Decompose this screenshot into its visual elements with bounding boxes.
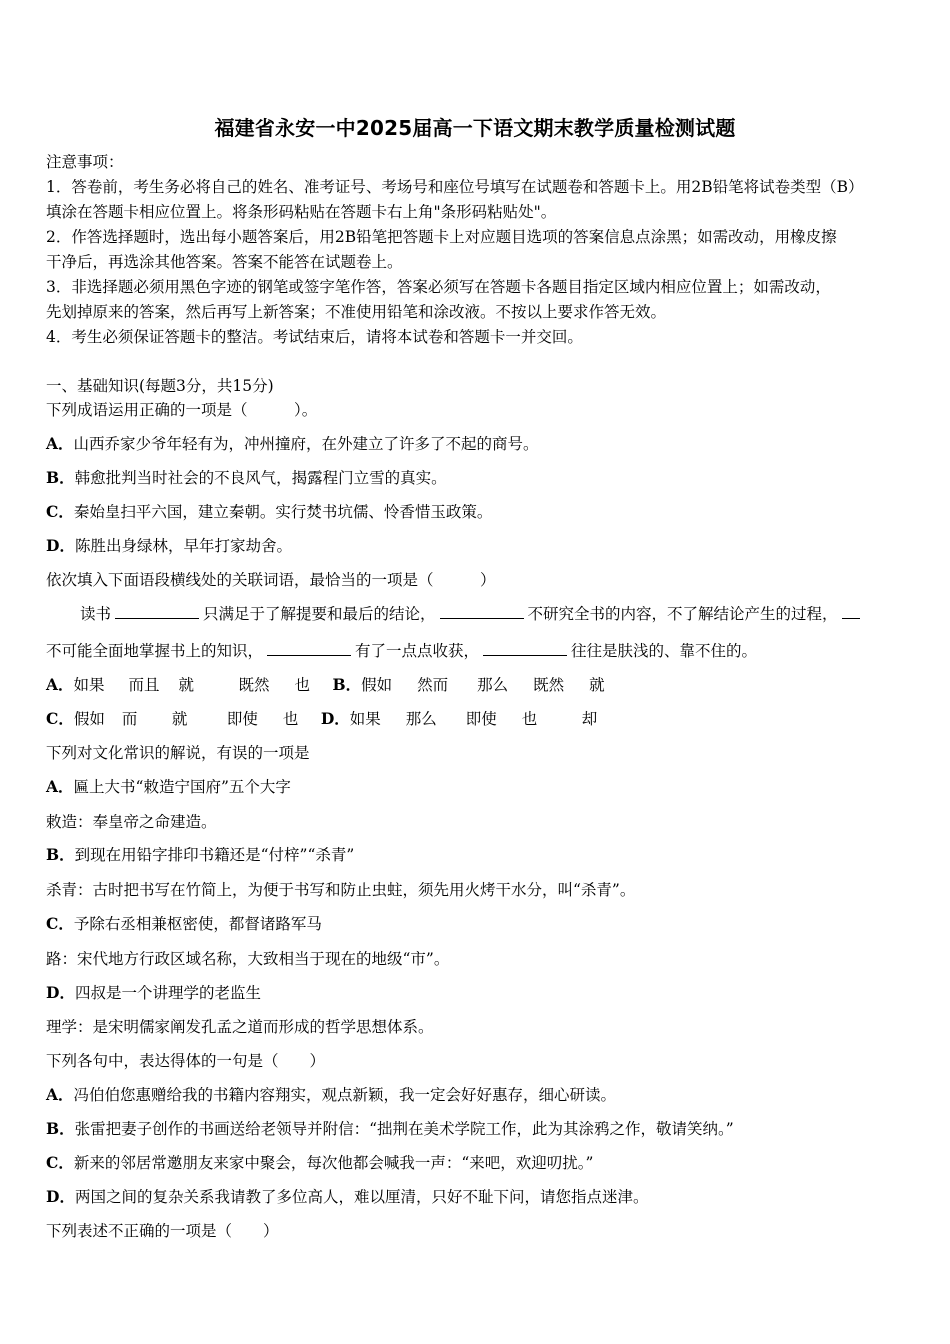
option-word: 即使 <box>465 710 497 728</box>
notice-line: 4．考生必须保证答题卡的整洁。考试结束后，请将本试卷和答题卡一并交回。 <box>46 328 583 346</box>
option-word: 那么 <box>405 710 437 728</box>
notice-line: 干净后，再选涂其他答案。答案不能答在试题卷上。 <box>46 253 403 271</box>
q4-option-c <box>46 1153 916 1173</box>
option-text: 两国之间的复杂关系我请教了多位高人，难以厘清，只好不耻下问，请您指点迷津。 <box>74 1188 649 1206</box>
option-text: 陈胜出身绿林，早年打家劫舍。 <box>74 537 292 555</box>
option-text: 韩愈批判当时社会的不良风气，揭露程门立雪的真实。 <box>74 469 447 487</box>
page-title: 福建省永安一中2025届高一下语文期末教学质量检测试题 <box>214 116 736 140</box>
option-word: 也 <box>521 710 538 728</box>
q2-options-ab <box>46 675 916 695</box>
q3-item-c <box>46 914 916 934</box>
option-word: 如果 <box>73 676 105 694</box>
option-text: 山西乔家少爷年轻有为，冲州撞府，在外建立了许多了不起的商号。 <box>73 435 539 453</box>
option-word: 如果 <box>349 710 381 728</box>
option-word: 也 <box>282 710 299 728</box>
passage-text: 不研究全书的内容，不了解结论产生的过程， <box>527 605 838 623</box>
q3-stem: 下列对文化常识的解说，有误的一项是 <box>46 744 310 762</box>
option-word: 假如 <box>73 710 105 728</box>
option-label: D． <box>320 709 350 728</box>
option-word: 既然 <box>533 676 565 694</box>
q3-note-a: 敕造：奉皇帝之命建造。 <box>46 813 217 831</box>
option-label: B． <box>46 1119 75 1138</box>
option-word: 却 <box>581 710 598 728</box>
notice-line: 3．非选择题必须用黑色字迹的钢笔或签字笔作答，答案必须写在答题卡各题目指定区域内相应位置上；如需改动， <box>46 278 831 296</box>
q5-stem: 下列表述不正确的一项是（ ） <box>46 1222 279 1240</box>
option-word: 而 <box>121 710 138 728</box>
q1-option-c <box>46 502 916 522</box>
option-label: B． <box>46 468 75 487</box>
option-label: D． <box>46 983 75 1002</box>
passage-text: 读书 <box>80 605 112 623</box>
fill-blank <box>115 604 199 619</box>
passage-text: 往往是肤浅的、靠不住的。 <box>571 642 758 660</box>
notice-line: 2．作答选择题时，选出每小题答案后，用2B铅笔把答题卡上对应题目选项的答案信息点涂黑；如需改动，用橡皮擦 <box>46 228 837 246</box>
option-word: 假如 <box>361 676 393 694</box>
q2-stem: 依次填入下面语段横线处的关联词语，最恰当的一项是（ ） <box>46 571 496 589</box>
option-label: D． <box>46 536 75 555</box>
passage-text: 只满足于了解提要和最后的结论， <box>203 605 436 623</box>
option-text: 予除右丞相兼枢密使，都督诸路军马 <box>73 915 322 933</box>
q2-options-cd <box>46 709 916 729</box>
option-word: 就 <box>589 676 605 694</box>
option-word: 即使 <box>226 710 258 728</box>
fill-blank <box>440 604 524 619</box>
option-label: C． <box>46 709 74 728</box>
option-word: 就 <box>171 710 188 728</box>
option-text: 冯伯伯您惠赠给我的书籍内容翔实，观点新颖，我一定会好好惠存，细心研读。 <box>73 1086 617 1104</box>
q4-stem: 下列各句中，表达得体的一句是（ ） <box>46 1052 326 1070</box>
option-text: 新来的邻居常邀朋友来家中聚会，每次他都会喊我一声：“来吧，欢迎叨扰。” <box>73 1154 594 1172</box>
q1-stem: 下列成语运用正确的一项是（ ）。 <box>46 401 318 419</box>
q1-option-a <box>46 434 916 454</box>
option-label: A． <box>46 434 74 453</box>
notice-line: 先划掉原来的答案，然后再写上新答案；不准使用铅笔和涂改液。不按以上要求作答无效。 <box>46 303 667 321</box>
option-text: 四叔是一个讲理学的老监生 <box>74 984 261 1002</box>
fill-blank <box>267 641 351 656</box>
option-word: 既然 <box>238 676 270 694</box>
q3-note-c: 路：宋代地方行政区域名称，大致相当于现在的地级“市”。 <box>46 950 450 968</box>
q1-option-d <box>46 536 916 556</box>
q2-passage-line1 <box>80 604 950 624</box>
section-heading: 一、基础知识(每题3分，共15分) <box>46 377 274 395</box>
notice-heading: 注意事项： <box>46 153 124 171</box>
option-text: 到现在用铅字排印书籍还是“付梓”“杀青” <box>74 846 355 864</box>
passage-text: 不可能全面地掌握书上的知识， <box>46 642 264 660</box>
option-label: A． <box>46 675 74 694</box>
notice-line: 1．答卷前，考生务必将自己的姓名、准考证号、考场号和座位号填写在试题卷和答题卡上。用2B铅笔将试卷类型（B） <box>46 178 864 196</box>
fill-blank <box>483 641 567 656</box>
option-word: 那么 <box>477 676 509 694</box>
option-label: C． <box>46 914 74 933</box>
fill-blank <box>842 604 860 619</box>
q3-note-d: 理学：是宋明儒家阐发孔孟之道而形成的哲学思想体系。 <box>46 1018 434 1036</box>
option-word: 然而 <box>417 676 449 694</box>
option-label: C． <box>46 1153 74 1172</box>
option-text: 秦始皇扫平六国，建立秦朝。实行焚书坑儒、怜香惜玉政策。 <box>73 503 493 521</box>
q3-note-b: 杀青：古时把书写在竹简上，为便于书写和防止虫蛀，须先用火烤干水分，叫“杀青”。 <box>46 881 636 899</box>
q4-option-d <box>46 1187 916 1207</box>
option-label: B． <box>332 675 362 694</box>
option-label: A． <box>46 777 74 796</box>
passage-text: 有了一点点收获， <box>355 642 480 660</box>
q3-item-d <box>46 983 916 1003</box>
option-word: 就 <box>178 676 195 694</box>
option-label: C． <box>46 502 74 521</box>
q4-option-b <box>46 1119 916 1139</box>
q3-item-b <box>46 845 916 865</box>
notice-line: 填涂在答题卡相应位置上。将条形码粘贴在答题卡右上角"条形码粘贴处"。 <box>46 203 557 221</box>
option-label: B． <box>46 845 75 864</box>
q3-item-a <box>46 777 916 797</box>
option-word: 而且 <box>128 676 160 694</box>
option-label: A． <box>46 1085 74 1104</box>
option-text: 匾上大书“敕造宁国府”五个大字 <box>73 778 291 796</box>
q1-option-b <box>46 468 916 488</box>
q4-option-a <box>46 1085 916 1105</box>
option-text: 张雷把妻子创作的书画送给老领导并附信：“拙荆在美术学院工作，此为其涂鸦之作，敬请笑纳。” <box>74 1120 734 1138</box>
option-word: 也 <box>294 676 311 694</box>
option-label: D． <box>46 1187 75 1206</box>
q2-passage-line2 <box>46 641 916 661</box>
